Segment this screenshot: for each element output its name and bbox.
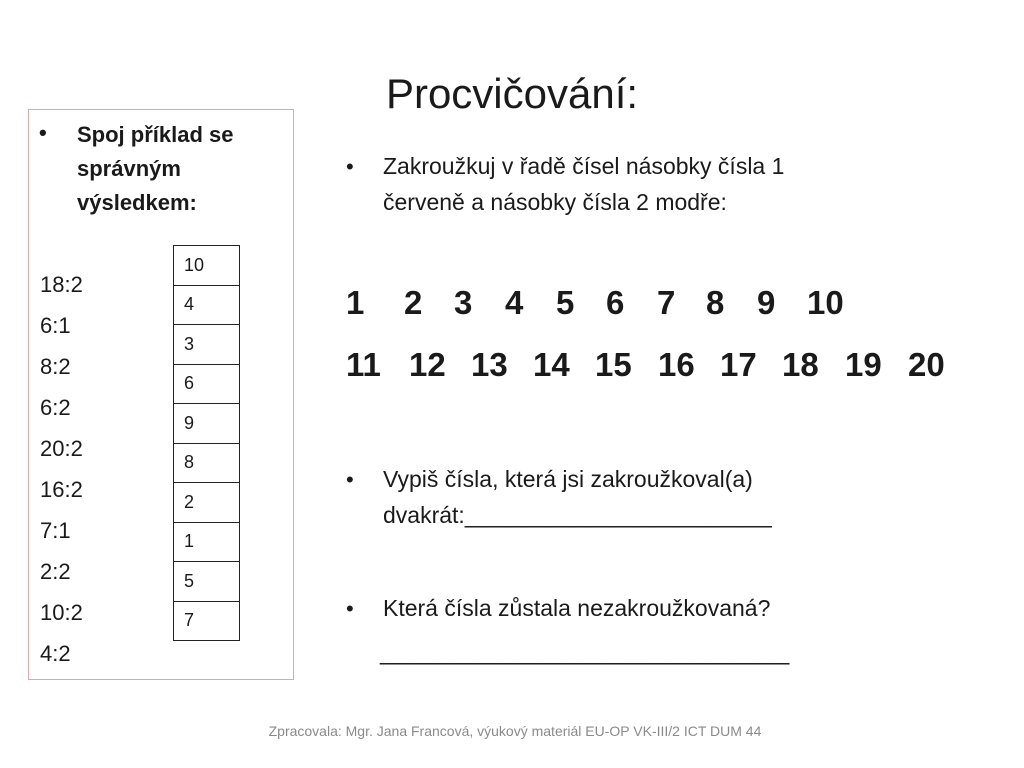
number: 4 [505,284,524,321]
number: 3 [454,284,473,321]
answer-cell: 4 [174,285,240,325]
matching-exercise-panel [28,109,294,680]
number: 12 [409,346,446,383]
table-row [174,325,240,365]
expression-item: 16:2 [40,477,83,502]
expression-item: 20:2 [40,436,83,461]
number: 17 [720,346,757,383]
number: 13 [471,346,508,383]
number: 1 [346,284,365,321]
number: 15 [595,346,632,383]
number: 11 [346,346,381,383]
answer-cell: 2 [174,483,240,523]
matching-instruction: Spoj příklad se správným výsledkem: [77,122,234,215]
number: 14 [533,346,570,383]
task3-line2: ________________________________ [380,639,790,665]
bullet-icon: • [346,596,354,621]
answer-cell: 10 [174,246,240,286]
slide-footer: Zpracovala: Mgr. Jana Francová, výukový materiál EU-OP VK-III/2 ICT DUM 44 [268,723,762,739]
answer-cell: 9 [174,404,240,444]
answer-cell: 5 [174,562,240,602]
table-row [174,404,240,444]
number: 18 [782,346,819,383]
expression-item: 6:2 [40,395,71,420]
table-row [174,443,240,483]
task2-line1: Vypiš čísla, která jsi zakroužkoval(a) [383,466,753,492]
number: 7 [657,284,676,321]
expression-item: 4:2 [40,641,71,666]
number: 6 [606,284,625,321]
number: 2 [404,284,423,321]
answer-cell: 7 [174,601,240,641]
number: 9 [757,284,776,321]
table-row [174,364,240,404]
task2-line2: dvakrát:________________________ [383,502,772,528]
bullet-icon: • [39,120,47,145]
table-row [174,246,240,286]
bullet-icon: • [346,467,354,492]
table-row [174,285,240,325]
expression-item: 7:1 [40,518,71,543]
expression-item: 2:2 [40,559,71,584]
task1-line2: červeně a násobky čísla 2 modře: [383,189,727,215]
number: 10 [807,284,844,321]
answer-cell: 6 [174,364,240,404]
answers-table [173,245,240,641]
table-row [174,562,240,602]
answer-cell: 3 [174,325,240,365]
table-row [174,522,240,562]
slide-title: Procvičování: [385,70,639,117]
expression-item: 6:1 [40,313,71,338]
number: 16 [658,346,695,383]
task1-line1: Zakroužkuj v řadě čísel násobky čísla 1 [383,153,785,179]
number: 8 [706,284,725,321]
number: 5 [556,284,575,321]
table-row [174,601,240,641]
table-row [174,483,240,523]
expression-item: 10:2 [40,600,83,625]
answer-cell: 8 [174,443,240,483]
number: 20 [908,346,945,383]
expression-list [40,270,83,680]
answer-cell: 1 [174,522,240,562]
expression-item: 8:2 [40,354,71,379]
task3-line1: Která čísla zůstala nezakroužkovaná? [383,595,771,621]
bullet-icon: • [346,154,354,179]
expression-item: 18:2 [40,272,83,297]
number: 19 [845,346,882,383]
